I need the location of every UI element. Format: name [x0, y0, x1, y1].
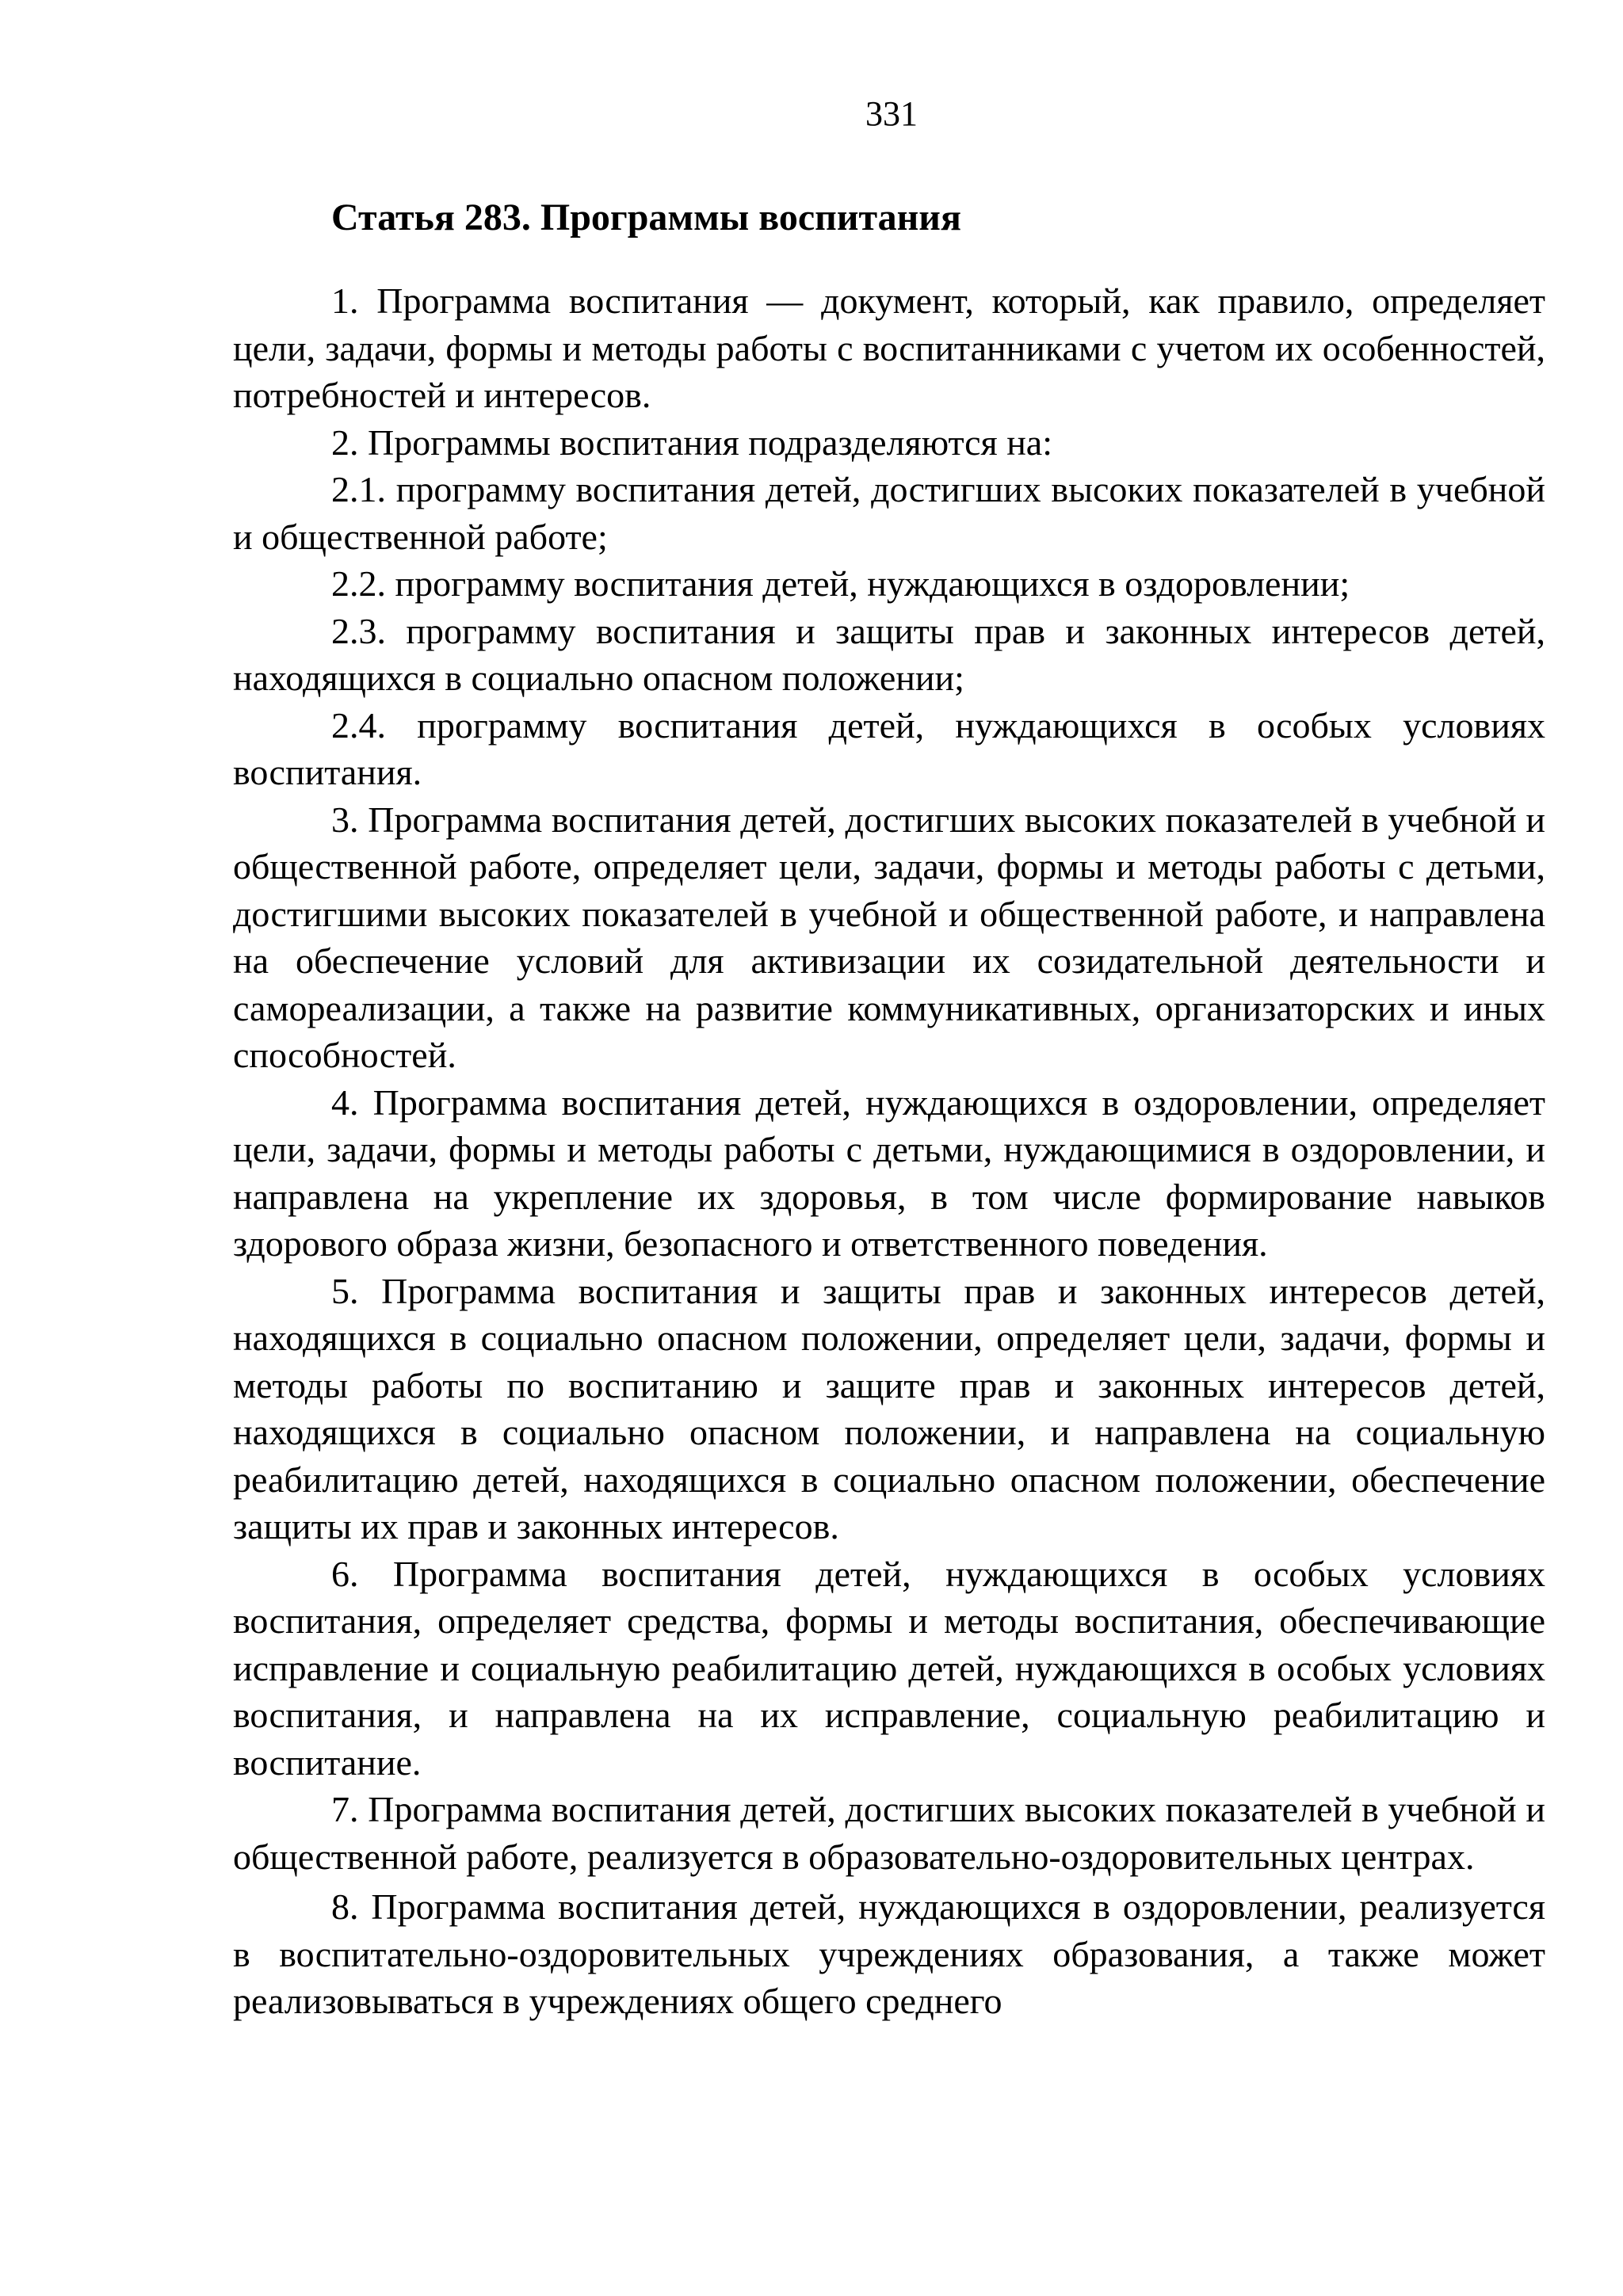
paragraph-2-2: 2.2. программу воспитания детей, нуждающихся в оздоровлении; [331, 563, 1350, 604]
page-number: 331 [865, 94, 918, 133]
paragraph-6: 6. Программа воспитания детей, нуждающихся в особых условиях воспитания, определяет средства, формы и методы воспитания, обеспечивающие исправление и социальную реабилитацию детей, нуждающихся в особых условиях воспитания, и направлена на их исправление, социальную реабилитацию и воспитание. [233, 1553, 1545, 1783]
paragraph-1: 1. Программа воспитания — документ, который, как правило, определяет цели, задачи, формы и методы работы с воспитанниками с учетом их особенностей, потребностей и интересов. [233, 280, 1545, 415]
paragraph-3: 3. Программа воспитания детей, достигших высоких показателей в учебной и общественной работе, определяет цели, задачи, формы и методы работы с детьми, достигшими высоких показателей в учебной и общественной работе, и направлена на обеспечение условий для активизации их созидательной деятельности и самореализации, а также на развитие коммуникативных, организаторских и иных способностей. [233, 799, 1545, 1075]
paragraph-2-4: 2.4. программу воспитания детей, нуждающихся в особых условиях воспитания. [233, 704, 1545, 792]
paragraph-2: 2. Программы воспитания подразделяются на: [331, 421, 1053, 463]
paragraph-4: 4. Программа воспитания детей, нуждающихся в оздоровлении, определяет цели, задачи, формы и методы работы с детьми, нуждающимися в оздоровлении, и направлена на укрепление их здоровья, в том числе формирование навыков здорового образа жизни, безопасного и ответственного поведения. [233, 1081, 1545, 1264]
article-body [233, 277, 1545, 2025]
paragraph-5: 5. Программа воспитания и защиты прав и законных интересов детей, находящихся в социально опасном положении, определяет цели, задачи, формы и методы работы по воспитанию и защите прав и законных интересов детей, находящихся в социально опасном положении, и направлена на социальную реабилитацию детей, находящихся в социально опасном положении, обеспечение защиты их прав и законных интересов. [233, 1270, 1545, 1547]
paragraph-7: 7. Программа воспитания детей, достигших высоких показателей в учебной и общественной работе, реализуется в образовательно-оздоровительных центрах. [233, 1789, 1545, 1877]
article-title: Статья 283. Программы воспитания [331, 196, 961, 238]
paragraph-2-1: 2.1. программу воспитания детей, достигших высоких показателей в учебной и общественной работе; [233, 469, 1545, 557]
paragraph-8: 8. Программа воспитания детей, нуждающихся в оздоровлении, реализуется в воспитательно-оздоровительных учреждениях образования, а также может реализовываться в учреждениях общего среднего [233, 1886, 1545, 2021]
paragraph-2-3: 2.3. программу воспитания и защиты прав и законных интересов детей, находящихся в социально опасном положении; [233, 610, 1545, 698]
